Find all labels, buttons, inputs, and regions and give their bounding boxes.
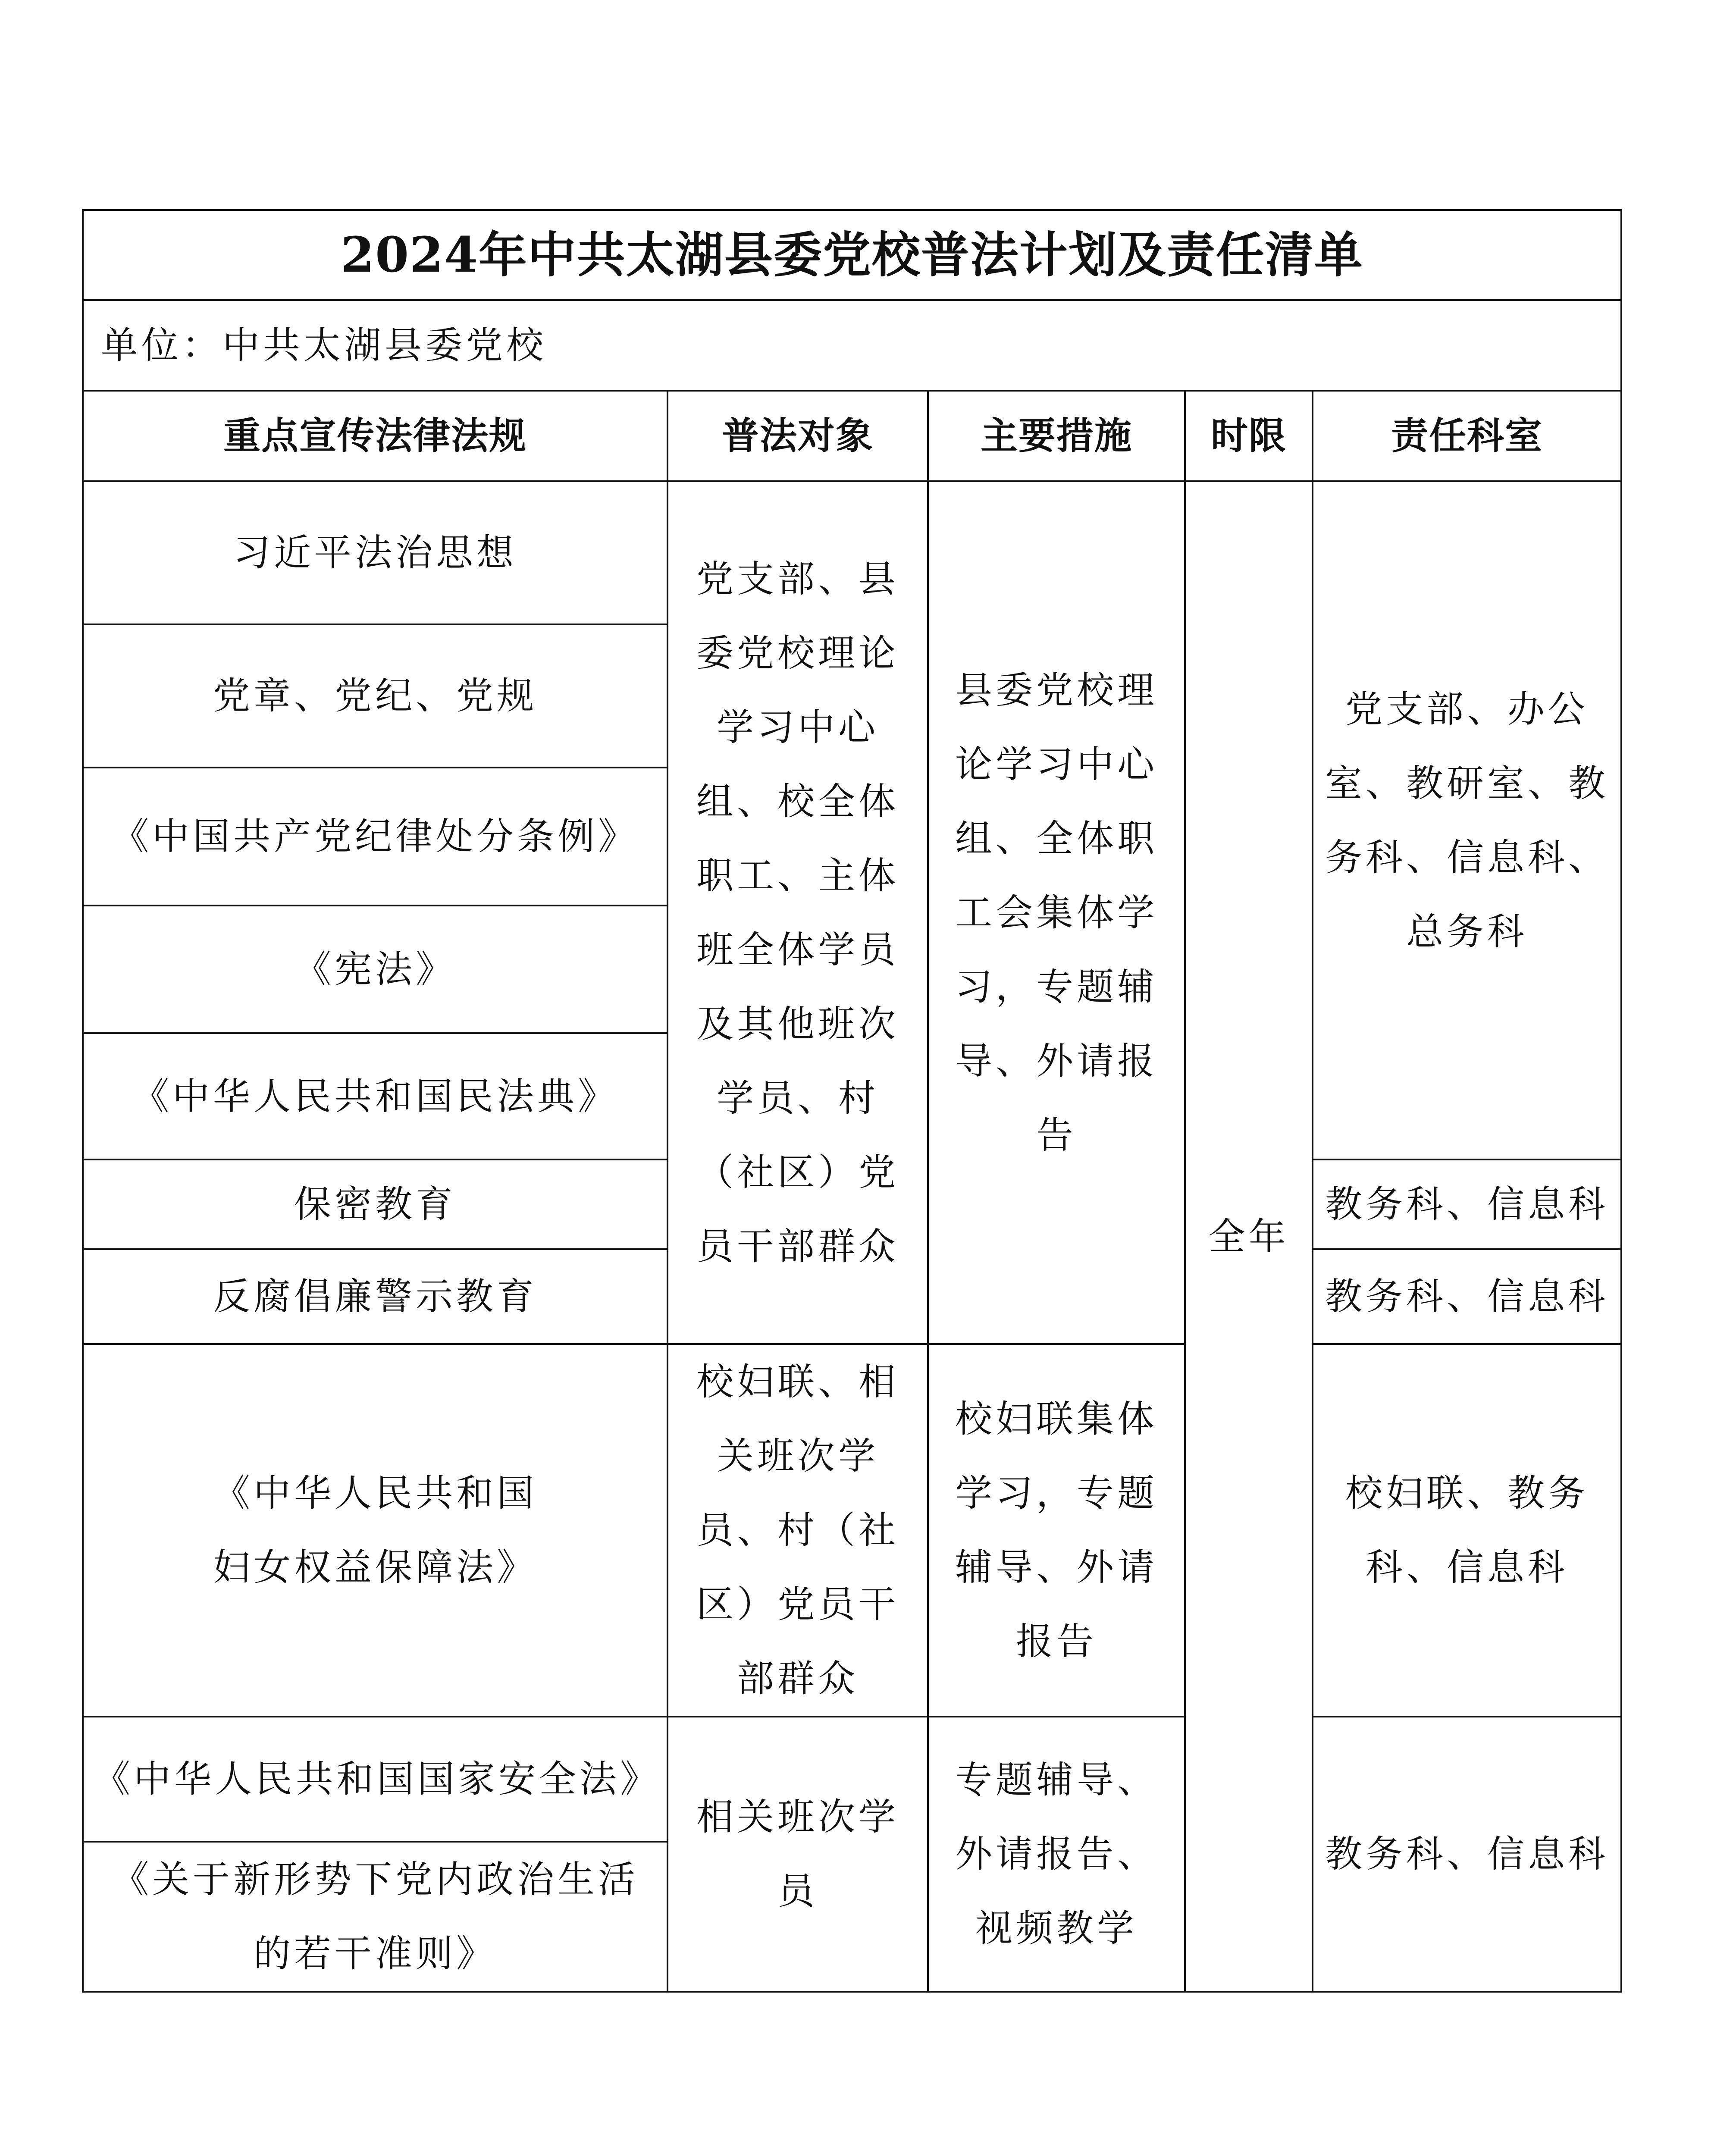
header-laws: 重点宣传法律法规	[83, 391, 667, 481]
target-cell: 校妇联、相关班次学员、村（社区）党员干部群众	[667, 1344, 928, 1717]
law-cell: 《关于新形势下党内政治生活的若干准则》	[83, 1842, 667, 1992]
law-cell: 《中国共产党纪律处分条例》	[83, 768, 667, 906]
header-measures: 主要措施	[928, 391, 1185, 481]
department-cell: 校妇联、教务科、信息科	[1313, 1344, 1621, 1717]
target-cell: 相关班次学员	[667, 1717, 928, 1992]
header-period: 时限	[1185, 391, 1313, 481]
law-cell: 党章、党纪、党规	[83, 624, 667, 768]
department-cell: 教务科、信息科	[1313, 1717, 1621, 1992]
unit-label: 单位：中共太湖县委党校	[83, 300, 1621, 391]
target-cell: 党支部、县委党校理论学习中心组、校全体职工、主体班全体学员及其他班次学员、村（社区）党员干部群众	[667, 481, 928, 1344]
law-cell: 《中华人民共和国妇女权益保障法》	[83, 1344, 667, 1717]
measure-cell: 县委党校理论学习中心组、全体职工会集体学习，专题辅导、外请报告	[928, 481, 1185, 1344]
header-targets: 普法对象	[667, 391, 928, 481]
measure-cell: 专题辅导、外请报告、视频教学	[928, 1717, 1185, 1992]
plan-table	[82, 209, 1622, 1993]
period-cell: 全年	[1185, 481, 1313, 1992]
law-cell: 《中华人民共和国民法典》	[83, 1033, 667, 1159]
law-cell: 《中华人民共和国国家安全法》	[83, 1717, 667, 1842]
department-cell: 教务科、信息科	[1313, 1249, 1621, 1344]
department-cell: 党支部、办公室、教研室、教务科、信息科、总务科	[1313, 481, 1621, 1159]
law-cell: 习近平法治思想	[83, 481, 667, 624]
measure-cell: 校妇联集体学习，专题辅导、外请报告	[928, 1344, 1185, 1717]
law-cell: 反腐倡廉警示教育	[83, 1249, 667, 1344]
department-cell: 教务科、信息科	[1313, 1159, 1621, 1249]
document-title: 2024年中共太湖县委党校普法计划及责任清单	[83, 210, 1621, 300]
law-cell: 《宪法》	[83, 906, 667, 1033]
header-department: 责任科室	[1313, 391, 1621, 481]
law-cell: 保密教育	[83, 1159, 667, 1249]
